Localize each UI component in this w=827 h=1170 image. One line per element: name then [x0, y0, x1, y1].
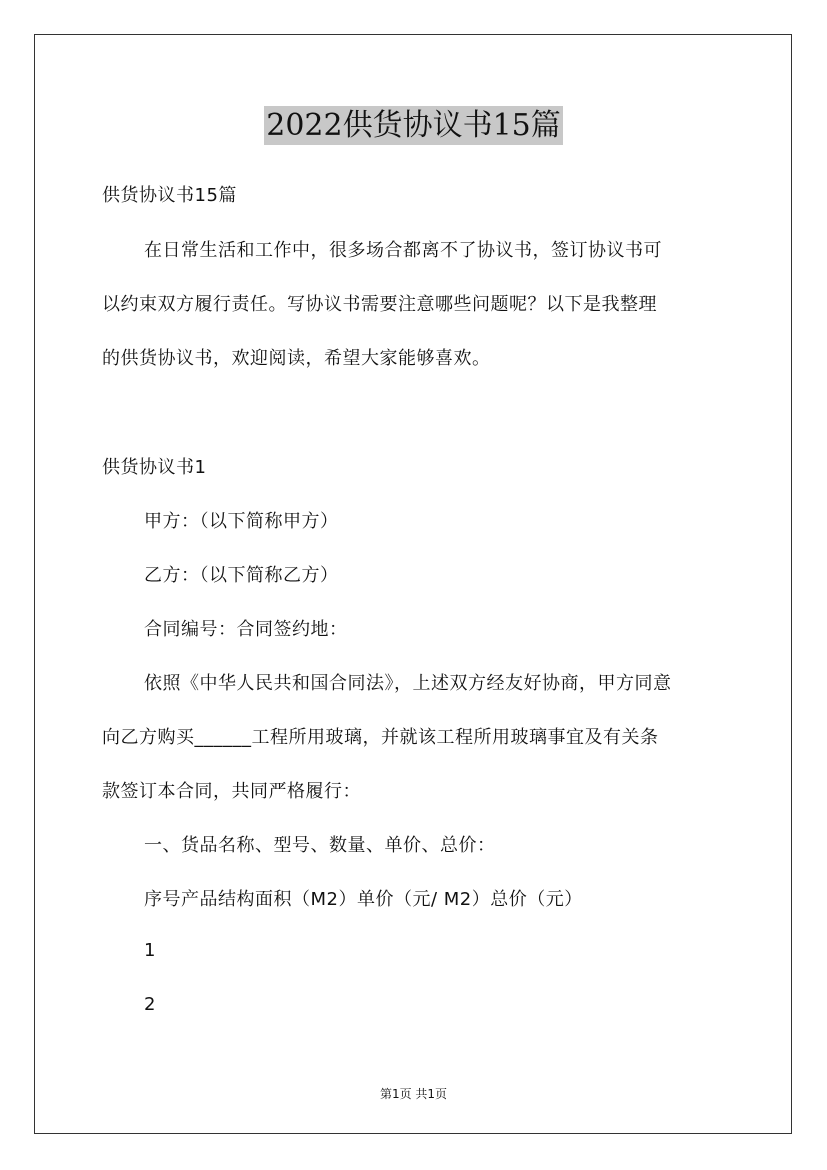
- intro-line-3: 的供货协议书，欢迎阅读，希望大家能够喜欢。: [102, 348, 491, 369]
- document-title-text: 2022供货协议书15篇: [266, 108, 561, 143]
- table-row-1: 1: [144, 940, 156, 961]
- body-line-2: 向乙方购买______工程所用玻璃，并就该工程所用玻璃事宜及有关条: [102, 727, 659, 748]
- contract-number-line: 合同编号：合同签约地：: [144, 619, 348, 640]
- intro-line-1: 在日常生活和工作中，很多场合都离不了协议书，签订协议书可: [144, 240, 662, 261]
- clause-heading: 一、货品名称、型号、数量、单价、总价：: [144, 835, 496, 856]
- subtitle-line: 供货协议书15篇: [102, 185, 237, 206]
- table-header-line: 序号产品结构面积（M2）单价（元/ M2）总价（元）: [144, 889, 583, 910]
- intro-line-2: 以约束双方履行责任。写协议书需要注意哪些问题呢？以下是我整理: [102, 294, 657, 315]
- party-a-line: 甲方：（以下简称甲方）: [144, 511, 339, 532]
- document-title: [0, 100, 827, 144]
- page-footer: 第1页 共1页: [379, 1087, 448, 1101]
- section-heading: 供货协议书1: [102, 457, 207, 478]
- party-b-line: 乙方：（以下简称乙方）: [144, 565, 339, 586]
- table-row-2: 2: [144, 994, 156, 1015]
- body-line-3: 款签订本合同，共同严格履行：: [102, 781, 361, 802]
- body-line-1: 依照《中华人民共和国合同法》，上述双方经友好协商，甲方同意: [144, 673, 672, 694]
